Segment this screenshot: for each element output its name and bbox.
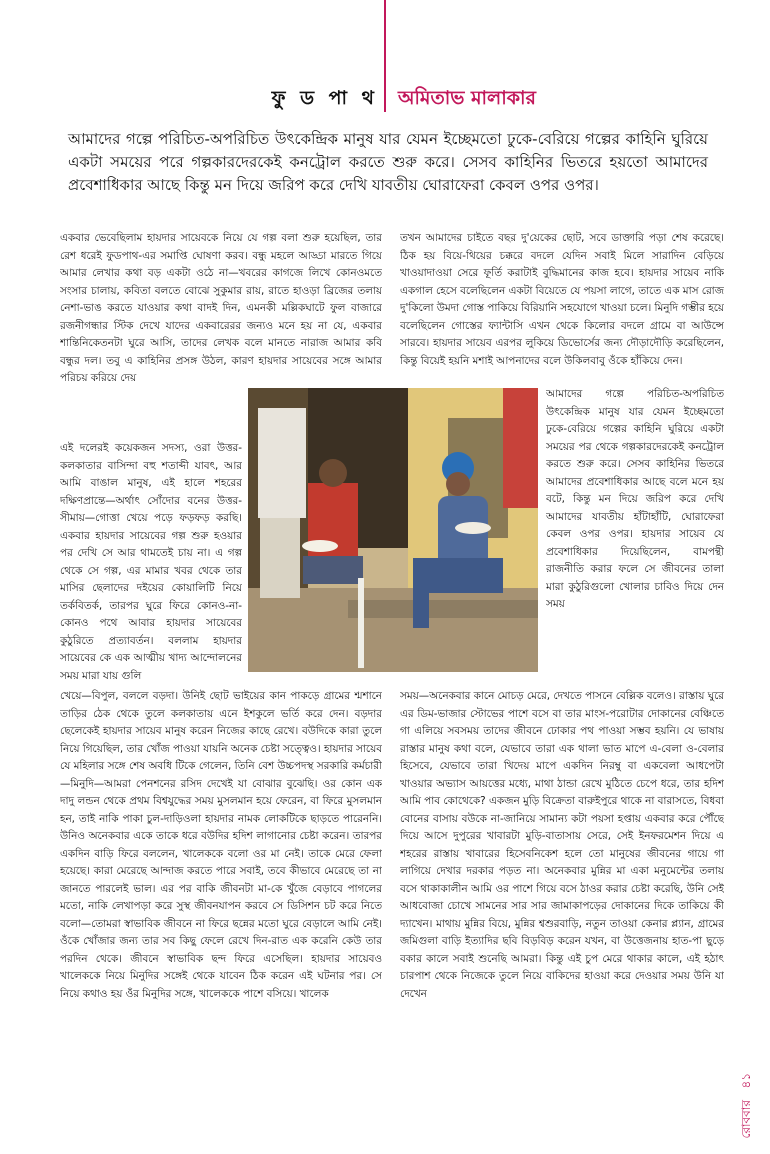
article-text-left-mid: এই দলেরই কয়েকজন সদস্য, ওরা উত্তর-কলকাতার বাসিন্দা বহু শতাব্দী যাবৎ, আর আমি বাঙাল মানুষ, এই হালে শহরের দক্ষিণপ্রান্তে—অর্থাৎ সোঁদোর বনের উত্তর-সীমায়—গোত্তা খেয়ে পড়ে ফড়ফড় করছি। একবার হায়দার সায়েবের গল্প শুরু হওয়ার পর দেখি সে আর থামতেই চায় না। এ গল্প থেকে সে গল্প, এর মামার খবর থেকে তার মাসির ছেলাদের দইয়ের কোয়ালিটি নিয়ে তর্কবিতর্ক, তারপর ঘুরে ফিরে কোনও-না-কোনও পথে আবার হায়দার সায়েবের কুঠুরিতে প্রত্যাবর্তন। বললাম হায়দার সায়েবের কে এক আত্মীয় খাদ্য আন্দোলনের সময় মারা যায় গুলি [60,442,242,682]
header-divider [384,0,386,112]
article-text-left-bottom: খেয়ে—বিপুল, বললে বড়দা। উনিই ছোট ভাইয়ের কান পাকড়ে গ্রামের শ্মশানে তাড়ির ঠেক থেকে তুলে কলকাতায় এনে ইশকুলে ভর্তি করে দেন। বড়দার ছেলেকেই হায়দার সায়েব মানুষ করেন নিজের কাছে রেখে। বউদিকে কারা তুলে নিয়ে গিয়েছিল, তার খোঁজ পাওয়া যায়নি অনেক চেষ্টা সত্ত্বেও। হায়দার সায়েব যে মহিলার সঙ্গে শেষ অবধি টিকে গেলেন, তিনি বেশ উচ্চপদস্থ সরকারি কর্মচারী—মিনুদি—আমরা পেনশনের রসিদ দেখেই যা বোঝার বুঝেছি। ওর কোন এক দাদু লন্ডন থেকে প্রথম বিশ্বযুদ্ধের সময় মুসলমান হয়ে ফেরেন, বা ফিরে মুসলমান হন, তাই নাকি পাকা চুল-দাড়িওলা হায়দার নামক লোকটিকে ছাড়তে পারেননি। উনিও অনেকবার একে তাকে ধরে বউদির হদিশ লাগানোর চেষ্টা করেন। তারপর একদিন বাড়ি ফিরে বললেন, খালেককে বলো ওর মা নেই। তাকে মেরে ফেলা হয়েছে। কারা মেরেছে আন্দাজ করতে পারে সবাই, তবে কীভাবে মেরেছে তা না জানতে পারলেই ভাল। এর পর বাকি জীবনটা মা-কে খুঁজে বেড়াবে পাগলের মতো, নাকি লেখাপড়া করে সুস্থ জীবনযাপন করবে সে ডিসিশন চট করে নিতে বলো—তোমরা স্বাভাবিক জীবনে না ফিরে ছন্নের মতো ঘুরে বেড়ালে আমি নেই। ওঁকে খোঁজার জন্য তার সব কিছু ফেলে রেখে দিন-রাত এক করেনি কেউ তার পরদিন থেকে। জীবনে স্বাভাবিক ছন্দ ফিরে এসেছিল। হায়দার সায়েবও খালেককে নিয়ে মিনুদির সঙ্গেই থেকে যাবেন ঠিক করেন এই ঘটনার পর। সে নিয়ে কথাও হয় ওঁর মিনুদির সঙ্গে, খালেককে পাশে বসিয়ে। খালেক [60,690,382,1000]
article-text-right-bottom: সময়—অনেকবার কানে মোচড় মেরে, দেখতে পাসনে বেল্লিক বলেও। রাস্তায় ঘুরে এর ডিম-ভাজার স্টোভের পাশে বসে বা তার মাংস-পরোটার দোকানের বেঞ্চিতে গা এলিয়ে সবসময় তাদের জীবনে ঢোকার পথ পাওয়া সম্ভব হয়নি। যে ভাষায় রাস্তার মানুষ কথা বলে, যেভাবে তারা এক থালা ভাত মাপে এ-বেলা ও-বেলার হিসেবে, যেভাবে তারা খিদেয় মাপে একদিন নিরম্বু বা একবেলা আধপেটা খাওয়ার অভ্যাস আয়ত্তের মধ্যে, মাথা ঠান্ডা রেখে মুঠিতে চেপে ধরে, তার হদিশ আমি পাব কোথেকে? একজন মুড়ি বিক্রেতা বারুইপুরে থাকে না বারাসতে, বিধবা বোনের বাসায় বউকে না-জানিয়ে সামান্য কটা পয়সা হপ্তায় একবার করে পৌঁছে দিয়ে আসে দুপুরের খাবারটা মুড়ি-বাতাসায় সেরে, সেই ইনফরমেশন দিয়ে এ শহরের রাস্তায় খাবারের হিসেবনিকেশ হলে তো মানুষের জীবনের গায়ে গা লাগিয়ে দেখার দরকার পড়ত না। অনেকবার মুন্নির মা একা মনুমেন্টের তলায় বসে থাকাকালীন আমি ওর পাশে গিয়ে বসে ঠাওর করার চেষ্টা করেছি, উনি সেই আধবোজা চোখে সামনের সার সার জামাকাপড়ের দোকানের দিকে তাকিয়ে কী দ্যাখেন। মাথায় মুন্নির বিয়ে, মুন্নির শ্বশুরবাড়ি, নতুন তাওয়া কেনার প্ল্যান, গ্রামের জমিগুলা বাড়ি ইত্যাদির ছবি বিড়বিড় করেন যখন, বা উত্তেজনায় হাত-পা ছুড়ে বকার কালে সবাই শুনেছি আমরা। কিন্তু এই চুপ মেরে থাকার কালে, এই হঠাৎ চারপাশ থেকে নিজেকে তুলে নিয়ে বাকিদের হাওয়া করে দেওয়ার সময় উনি যা দেখেন [400,690,724,1000]
page-footer [736,1073,756,1138]
author-name: অমিতাভ মালাকার [398,87,536,109]
magazine-name: রোববার [739,1099,753,1138]
street-food-photo [248,388,538,672]
article-text-right-top: তখন আমাদের চাইতে বছর দু'য়েকের ছোট, সবে ডাক্তারি পড়া শেষ করেছে। ঠিক হয় বিয়ে-থিয়ের চক্করে বদলে যেদিন সবাই মিলে সারাদিন বেড়িয়ে খাওয়াদাওয়া সেরে ফূর্তি করাটাই বুদ্ধিমানের কাজ হবে। হায়দার সায়েব নাকি একগাল হেসে বলেছিলেন একটা বিয়েতে যে পয়সা লাগে, তাতে এক মাস রোজ দু'কিলো উমদা গোস্ত পাকিয়ে বিরিয়ানি সহযোগে খাওয়া চলে। মিনুদি গম্ভীর হয়ে বলেছিলেন গোস্তের ফ্যান্টাসি এখন থেকে কিলোর বদলে গ্রামে বা আউন্সে সারবে। হায়দার সায়েব এরপর লুকিয়ে ডিভোর্সের জন্য দৌড়াদৌড়ি করেছিলেন, কিন্তু বিয়েই হয়নি মশাই আপনাদের বলে উকিলবাবু ওঁকে হাঁকিয়ে দেন। [400,232,724,367]
page-number: ৪১ [739,1072,753,1089]
article-text-left-top: একবার ভেবেছিলাম হায়দার সায়েবকে নিয়ে যে গল্প বলা শুরু হয়েছিল, তার রেশ ধরেই ফুডপাথ-এর সমাপ্তি ঘোষণা করব। বন্ধু মহলে আড্ডা মারতে গিয়ে আমার লেখার কথা বড় একটা ওঠে না—খবরের কাগজে লিখে কোনওমতে সংসার চালায়, কবিতা বলতে বোঝে সুকুমার রায়, রাতে হাওড়া ব্রিজের তলায় নেশা-ভাঙ করতে যাওয়ার কথা বাদই দিন, এমনকী মল্লিকঘাটে ফুল বাজারে রজনীগন্ধার স্টিক দেখে যাদের একবারেরর জন্যও মনে হয় না যে, একবার শান্তিনিকেতনটা ঘুরে আসি, তাদের লেখক বলে মানতে নারাজ আমার কবি বন্ধুর দল। তবু এ কাহিনির প্রসঙ্গ উঠল, কারণ হায়দার সায়েবের সঙ্গে আমার পরিচয় করিয়ে দেয় [60,232,382,384]
column-name: ফু ড পা থ [271,87,378,109]
article-text-right-mid: আমাদের গল্পে পরিচিত-অপরিচিত উৎকেন্দ্রিক মানুষ যার যেমন ইচ্ছেমতো ঢুকে-বেরিয়ে গল্পের কাহিনি ঘুরিয়ে একটা সময়ের পর থেকে গল্পকারদেরকেই কনট্রোল করতে শুরু করে। সেসব কাহিনির ভিতরে আমাদের প্রবেশাধিকার আছে বলে মনে হয় বটে, কিন্তু মন দিয়ে জরিপ করে দেখি আমাদের যাবতীয় হাঁটাহাঁটি, ঘোরাফেরা কেবল ওপর ওপর। হায়দার সায়েব যে প্রবেশাধিকার দিয়েছিলেন, বামপন্থী রাজনীতি করার ফলে সে জীবনের তালা মারা কুঠুরিগুলো খোলার চাবিও দিয়ে দেন সময় [546,388,724,610]
lead-paragraph: আমাদের গল্পে পরিচিত-অপরিচিত উৎকেন্দ্রিক মানুষ যার যেমন ইচ্ছেমতো ঢুকে-বেরিয়ে গল্পের কাহিনি ঘুরিয়ে একটা সময়ের পরে গল্পকারদেরকেই কনট্রোল করতে শুরু করে। সেসব কাহিনির ভিতরে হয়তো আমাদের প্রবেশাধিকার আছে কিন্তু মন দিয়ে জরিপ করে দেখি যাবতীয় ঘোরাফেরা কেবল ওপর ওপর। [68,130,708,194]
